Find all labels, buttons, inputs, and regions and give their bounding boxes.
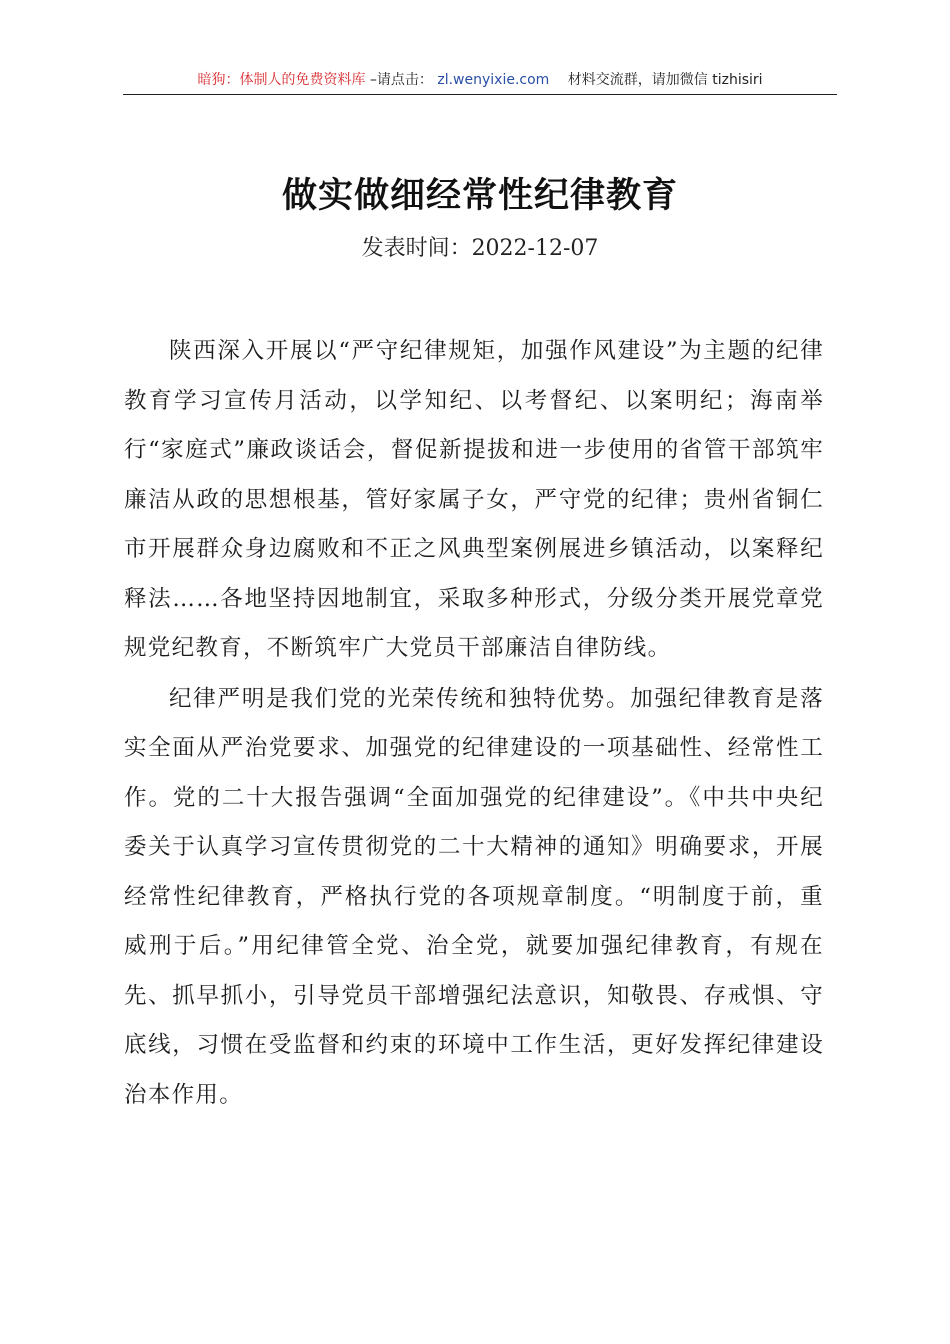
paragraph-2: 纪律严明是我们党的光荣传统和独特优势。加强纪律教育是落实全面从严治党要求、加强党的纪律建设的一项基础性、经常性工作。党的二十大报告强调“全面加强党的纪律建设”。《中共中央纪委关于认真学习宣传贯彻党的二十大精神的通知》明确要求，开展经常性纪律教育，严格执行党的各项规章制度。“明制度于前，重威刑于后。”用纪律管全党、治全党，就要加强纪律教育，有规在先、抓早抓小，引导党员干部增强纪法意识，知敬畏、存戒惧、守底线，习惯在受监督和约束的环境中工作生活，更好发挥纪律建设治本作用。 [124, 685, 824, 1108]
paragraph-1: 陕西深入开展以“严守纪律规矩，加强作风建设”为主题的纪律教育学习宣传月活动，以学知纪、以考督纪、以案明纪；海南举行“家庭式”廉政谈话会，督促新提拔和进一步使用的省管干部筑牢廉洁从政的思想根基，管好家属子女，严守党的纪律；贵州省铜仁市开展群众身边腐败和不正之风典型案例展进乡镇活动，以案释纪释法……各地坚持因地制宜，采取多种形式，分级分类开展党章党规党纪教育，不断筑牢广大党员干部廉洁自律防线。 [124, 338, 824, 661]
publish-time: 发表时间：2022-12-07 [361, 236, 599, 261]
contact-info: 材料交流群，请加微信 tizhisiri [567, 72, 763, 88]
link-prompt: –请点击： [369, 72, 433, 88]
article-title: 做实做细经常性纪律教育 [281, 176, 678, 216]
site-label: 暗狗：体制人的免费资料库 [197, 72, 366, 88]
page-header [123, 70, 837, 95]
article-body [124, 327, 824, 1120]
site-link[interactable]: zl.wenyixie.com [437, 72, 550, 88]
